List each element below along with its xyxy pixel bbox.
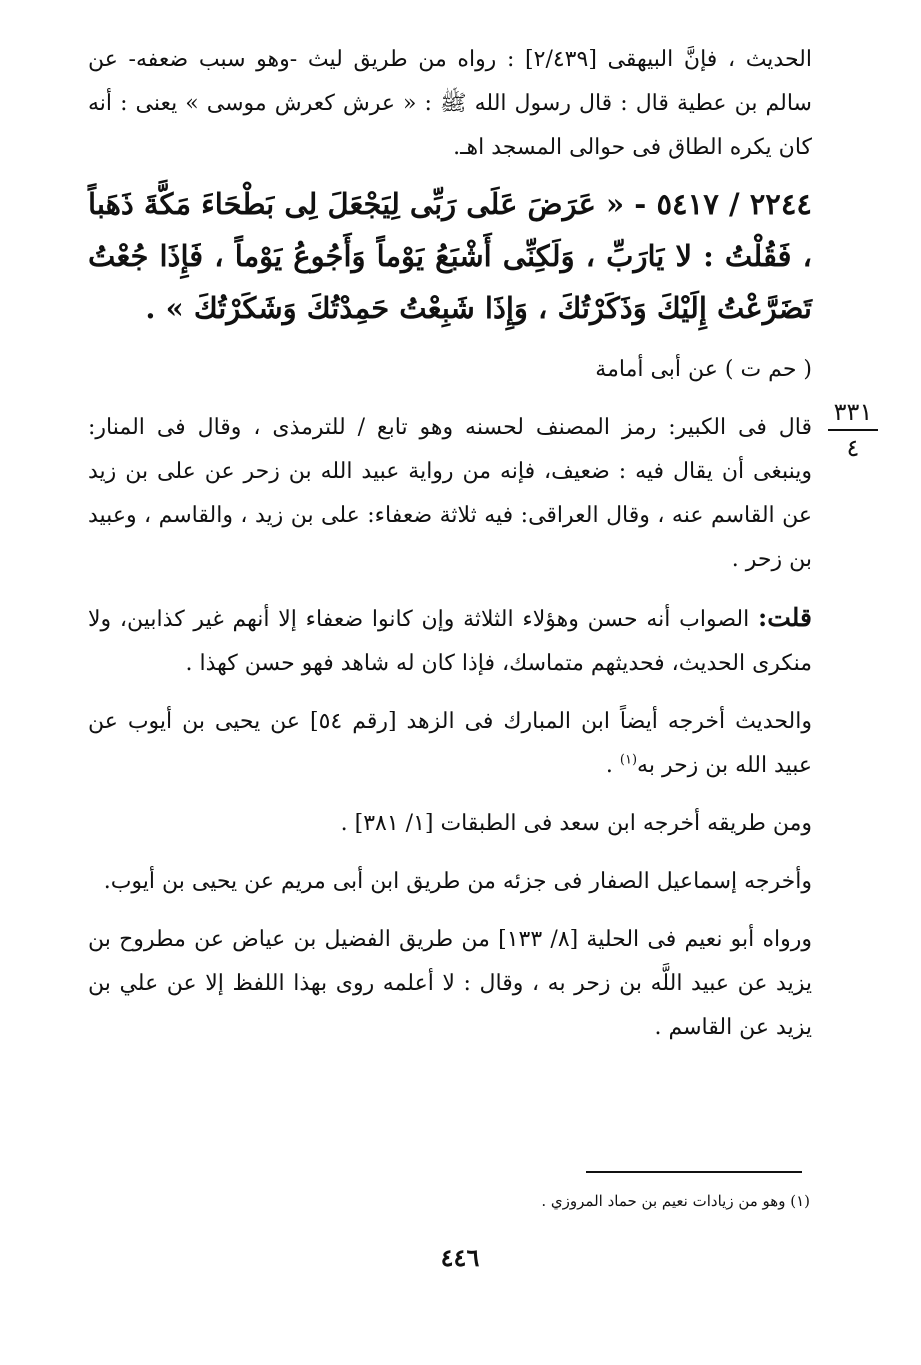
qult-label: قلت: (757, 603, 812, 632)
page-number: ٤٤٦ (440, 1243, 480, 1272)
takhrij-paragraph-1 (88, 700, 812, 788)
takhrij-text-1-end: . (605, 753, 620, 778)
footnote: (١) وهو من زيادات نعيم بن حماد المروزي . (541, 1192, 810, 1210)
margin-note-divider (828, 429, 878, 431)
author-remark-text: الصواب أنه حسن وهؤلاء الثلاثة وإن كانوا ضعفاء إلا أنهم غير كذابين، ولا منكرى الحديث، فحديثهم متماسك، فإذا كان له شاهد فهو حسن كهذا . (88, 607, 812, 676)
hadith-text: ٢٢٤٤ / ٥٤١٧ - « عَرَضَ عَلَى رَبِّى لِيَجْعَلَ لِى بَطْحَاءَ مَكَّةَ ذَهَباً ، فَقُلْتُ : لا يَارَبِّ ، وَلَكِنِّى أَشْبَعُ يَوْماً وَأَجُوعُ يَوْماً ، فَإِذَا جُعْتُ تَضَرَّعْتُ إِلَيْكَ وَذَكَرْتُكَ ، وَإِذَا شَبِعْتُ حَمِدْتُكَ وَشَكَرْتُكَ » . (88, 187, 812, 325)
takhrij-paragraph-3: وأخرجه إسماعيل الصفار فى جزئه من طريق ابن أبى مريم عن يحيى بن أيوب. (103, 869, 812, 894)
commentary-paragraph: قال فى الكبير: رمز المصنف لحسنه وهو تابع / للترمذى ، وقال فى المنار: وينبغى أن يقال فيه : ضعيف، فإنه من رواية عبيد الله بن زحر عن على بن زيد عن القاسم عنه ، وقال العراقى: فيه ثلاثة ضعفاء: على بن زيد ، والقاسم ، وعبيد بن زحر . (88, 415, 812, 572)
takhrij-text-1: والحديث أخرجه أيضاً ابن المبارك فى الزهد [رقم ٥٤] عن يحيى بن أيوب عن عبيد الله بن زحر به (88, 709, 812, 778)
margin-note-top: ٣٣١ (833, 398, 873, 426)
hadith-source: ( حم ت ) عن أبى أمامة (595, 357, 812, 382)
margin-note-bottom: ٤ (846, 434, 860, 462)
footnote-reference: (١) (619, 752, 638, 768)
footnote-separator (586, 1171, 802, 1173)
main-text (88, 38, 812, 1050)
margin-volume-page-note (820, 398, 886, 462)
author-remark-paragraph (88, 596, 812, 686)
takhrij-paragraph-4: ورواه أبو نعيم فى الحلية [٨/ ١٣٣] من طريق الفضيل بن عياض عن مطروح بن يزيد عن عبيد اللَّه بن زحر به ، وقال : لا أعلمه روى بهذا اللفظ إلا عن علي بن يزيد عن القاسم . (88, 927, 812, 1040)
intro-paragraph: الحديث ، فإنَّ البيهقى [٢/٤٣٩] : رواه من طريق ليث -وهو سبب ضعفه- عن سالم بن عطية قال : قال رسول الله ﷺ : « عرش كعرش موسى » يعنى : أنه كان يكره الطاق فى حوالى المسجد اهـ. (88, 47, 812, 160)
takhrij-paragraph-2: ومن طريقه أخرجه ابن سعد فى الطبقات [١/ ٣٨١] . (340, 811, 812, 836)
